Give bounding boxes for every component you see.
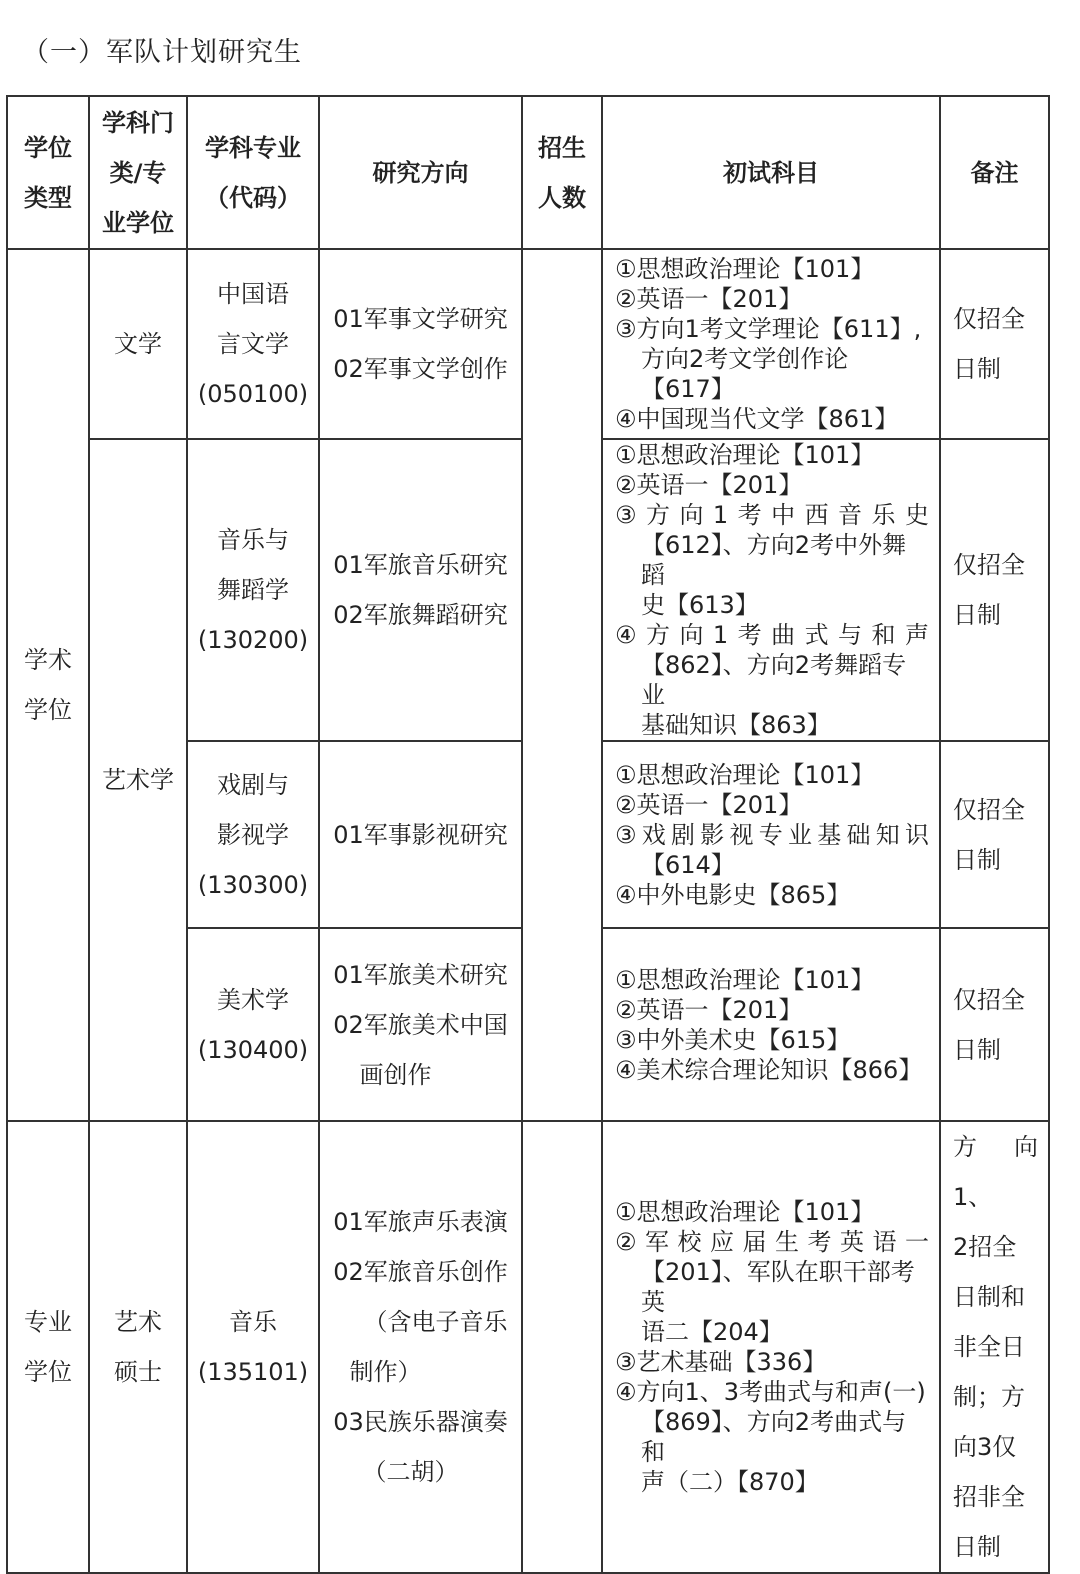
header-remarks: 备注	[940, 96, 1049, 249]
table-row	[7, 1121, 1049, 1573]
header-degree-type: 学位 类型	[7, 96, 89, 249]
table-row	[7, 249, 1049, 439]
major-cell: 中国语 言文学 (050100)	[187, 249, 319, 439]
remark-cell: 仅招全 日制	[940, 249, 1049, 439]
exam-cell: ①思想政治理论【101】 ②英语一【201】 ③方向1考文学理论【611】, 方向2考文学创作论【617】 ④中国现当代文学【861】	[602, 249, 940, 439]
direction-cell: 01军事文学研究 02军事文学创作	[319, 249, 522, 439]
major-cell: 美术学 (130400)	[187, 928, 319, 1121]
section-title: （一）军队计划研究生	[22, 37, 302, 68]
enrollment-cell	[522, 249, 602, 1121]
remark-cell: 仅招全 日制	[940, 741, 1049, 928]
direction-cell: 01军旅声乐表演 02军旅音乐创作 （含电子音乐 制作） 03民族乐器演奏 （二胡）	[319, 1121, 522, 1573]
major-cell: 音乐与 舞蹈学 (130200)	[187, 439, 319, 741]
exam-cell: ①思想政治理论【101】 ②英语一【201】 ③方向1考中西音乐史 【612】、方向2考中外舞蹈 史【613】 ④方向1考曲式与和声 【862】、方向2考舞蹈专业 基础知识【863】	[602, 439, 940, 741]
direction-cell: 01军旅音乐研究 02军旅舞蹈研究	[319, 439, 522, 741]
exam-cell: ①思想政治理论【101】 ②英语一【201】 ③中外美术史【615】 ④美术综合理论知识【866】	[602, 928, 940, 1121]
group-academic: 学术 学位	[7, 249, 89, 1121]
enrollment-cell	[522, 1121, 602, 1573]
group-professional: 专业 学位	[7, 1121, 89, 1573]
remark-cell: 仅招全 日制	[940, 439, 1049, 741]
header-category: 学科门 类/专 业学位	[89, 96, 187, 249]
header-major: 学科专业 （代码）	[187, 96, 319, 249]
direction-cell: 01军旅美术研究 02军旅美术中国 画创作	[319, 928, 522, 1121]
major-cell: 戏剧与 影视学 (130300)	[187, 741, 319, 928]
category-literature: 文学	[89, 249, 187, 439]
exam-cell: ①思想政治理论【101】 ②英语一【201】 ③戏剧影视专业基础知识 【614】 ④中外电影史【865】	[602, 741, 940, 928]
major-cell: 音乐 (135101)	[187, 1121, 319, 1573]
header-enrollment: 招生 人数	[522, 96, 602, 249]
category-mfa: 艺术 硕士	[89, 1121, 187, 1573]
header-exam: 初试科目	[602, 96, 940, 249]
header-direction: 研究方向	[319, 96, 522, 249]
remark-cell: 方向1、 2招全 日制和 非全日 制；方 向3仅 招非全 日制	[940, 1121, 1049, 1573]
header-row	[7, 96, 1049, 249]
exam-cell: ①思想政治理论【101】 ②军校应届生考英语一 【201】、军队在职干部考英 语二【204】 ③艺术基础【336】 ④方向1、3考曲式与和声(一) 【869】、方向2考曲式与和 声（二）【870】	[602, 1121, 940, 1573]
category-art: 艺术学	[89, 439, 187, 1121]
direction-cell: 01军事影视研究	[319, 741, 522, 928]
remark-cell: 仅招全 日制	[940, 928, 1049, 1121]
plan-table	[6, 95, 1050, 1574]
